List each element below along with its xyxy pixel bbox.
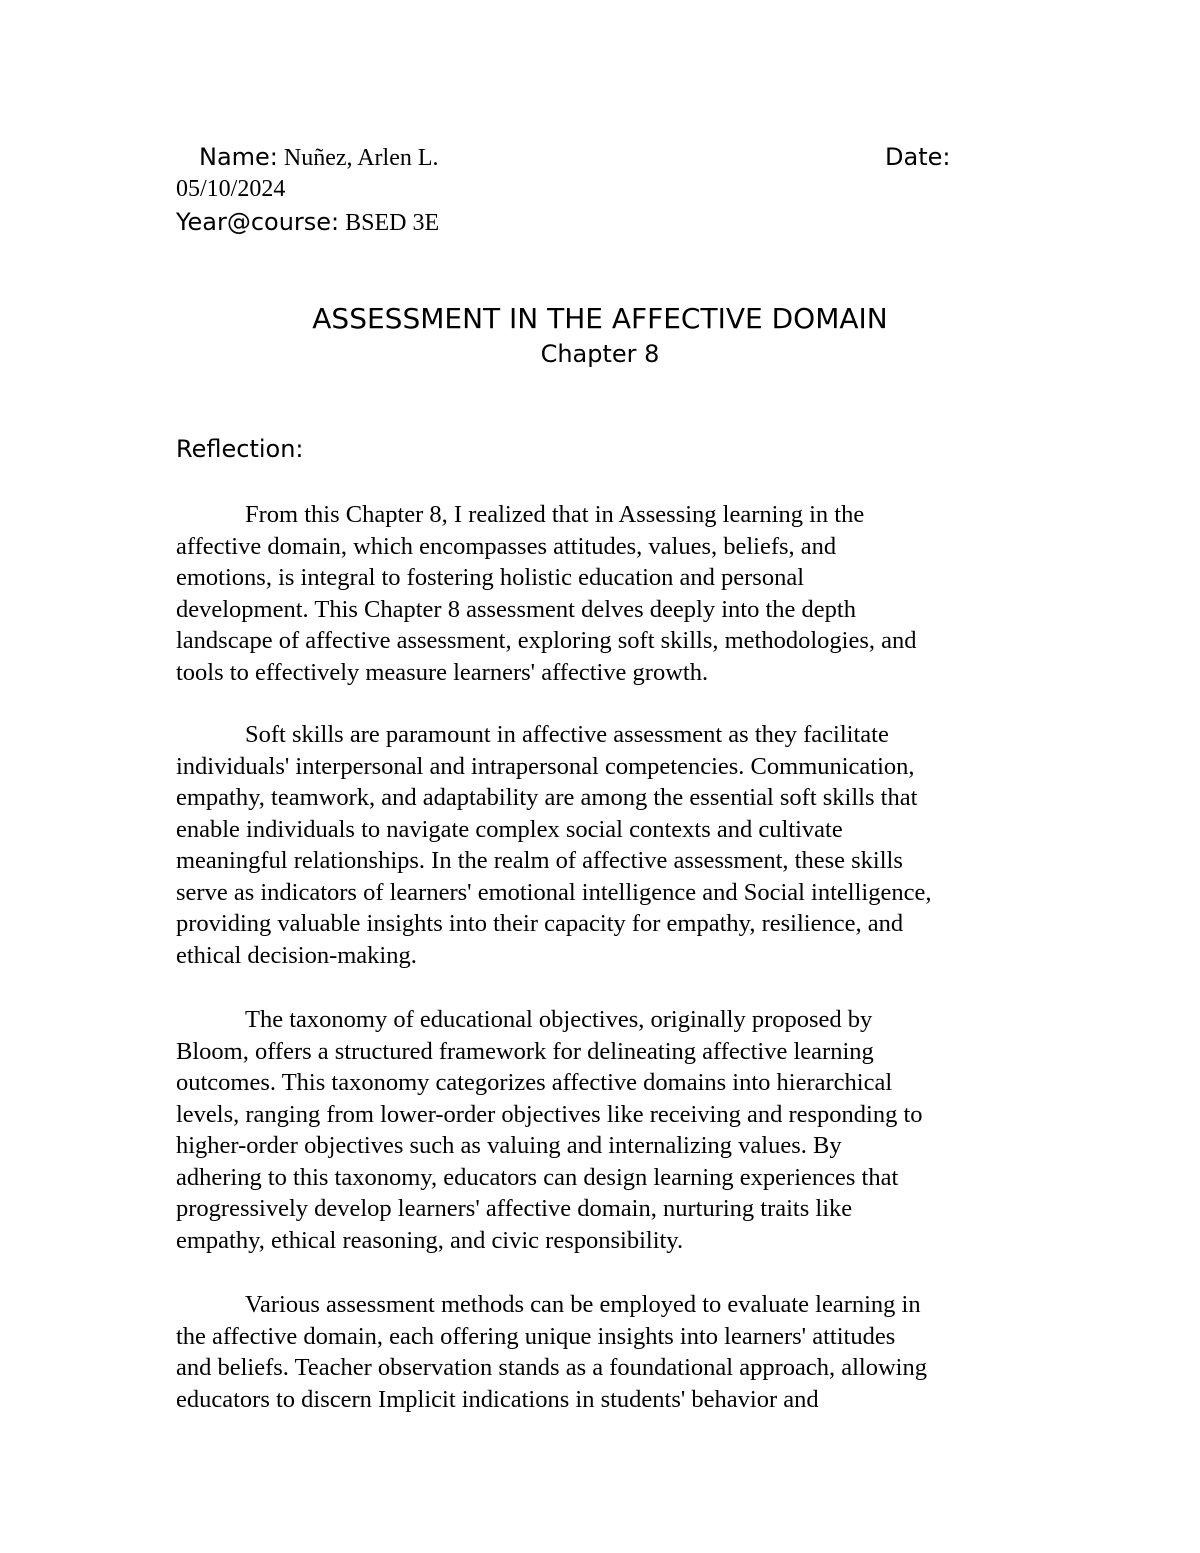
paragraph-line: From this Chapter 8, I realized that in Assessing learning in the	[245, 501, 865, 528]
paragraph-line: serve as indicators of learners' emotional intelligence and Social intelligence,	[176, 878, 932, 906]
paragraph-line: meaningful relationships. In the realm of affective assessment, these skills	[176, 847, 903, 874]
paragraph-line: the affective domain, each offering unique insights into learners' attitudes	[176, 1322, 896, 1350]
paragraph-line: empathy, teamwork, and adaptability are among the essential soft skills that	[176, 784, 918, 811]
paragraph-line: tools to effectively measure learners' affective growth.	[176, 658, 709, 686]
paragraph-line: The taxonomy of educational objectives, originally proposed by	[245, 1006, 873, 1033]
paragraph-line: adhering to this taxonomy, educators can design learning experiences that	[176, 1163, 899, 1191]
reflection-heading: Reflection:	[176, 435, 304, 463]
document-subtitle: Chapter 8	[540, 340, 660, 368]
paragraph-line: enable individuals to navigate complex social contexts and cultivate	[176, 815, 843, 843]
course-label: Year@course:	[176, 208, 340, 236]
date-label: Date:	[885, 143, 951, 171]
paragraph-line: emotions, is integral to fostering holistic education and personal	[176, 564, 805, 591]
paragraph-line: levels, ranging from lower-order objectives like receiving and responding to	[176, 1100, 923, 1128]
paragraph-line: higher-order objectives such as valuing and internalizing values. By	[176, 1132, 842, 1159]
paragraph-line: individuals' interpersonal and intrapersonal competencies. Communication,	[176, 752, 915, 780]
year-course-line	[176, 208, 439, 237]
name-label: Name:	[199, 143, 278, 171]
reflection-paragraph-4	[176, 1289, 927, 1415]
paragraph-line: Soft skills are paramount in affective assessment as they facilitate	[245, 721, 889, 748]
paragraph-line: outcomes. This taxonomy categorizes affective domains into hierarchical	[176, 1069, 893, 1096]
date-value: 05/10/2024	[176, 176, 286, 202]
reflection-paragraph-3	[176, 1004, 923, 1256]
paragraph-line: Bloom, offers a structured framework for delineating affective learning	[176, 1037, 874, 1065]
paragraph-line: development. This Chapter 8 assessment delves deeply into the depth	[176, 595, 856, 623]
paragraph-line: providing valuable insights into their capacity for empathy, resilience, and	[176, 910, 904, 937]
paragraph-line: and beliefs. Teacher observation stands as a foundational approach, allowing	[176, 1354, 927, 1381]
paragraph-line: ethical decision-making.	[176, 941, 417, 969]
paragraph-line: Various assessment methods can be employed to evaluate learning in	[245, 1291, 921, 1318]
paragraph-line: empathy, ethical reasoning, and civic responsibility.	[176, 1226, 684, 1254]
paragraph-line: educators to discern Implicit indications in students' behavior and	[176, 1385, 819, 1413]
document-title: ASSESSMENT IN THE AFFECTIVE DOMAIN	[312, 302, 888, 335]
course-value: BSED 3E	[345, 210, 440, 236]
paragraph-line: affective domain, which encompasses attitudes, values, beliefs, and	[176, 532, 837, 560]
name-value: Nuñez, Arlen L.	[283, 145, 439, 171]
paragraph-line: landscape of affective assessment, exploring soft skills, methodologies, and	[176, 627, 917, 654]
paragraph-line: progressively develop learners' affective domain, nurturing traits like	[176, 1195, 853, 1222]
student-name-line	[199, 143, 439, 172]
reflection-paragraph-2	[176, 719, 931, 971]
reflection-paragraph-1	[176, 499, 917, 688]
